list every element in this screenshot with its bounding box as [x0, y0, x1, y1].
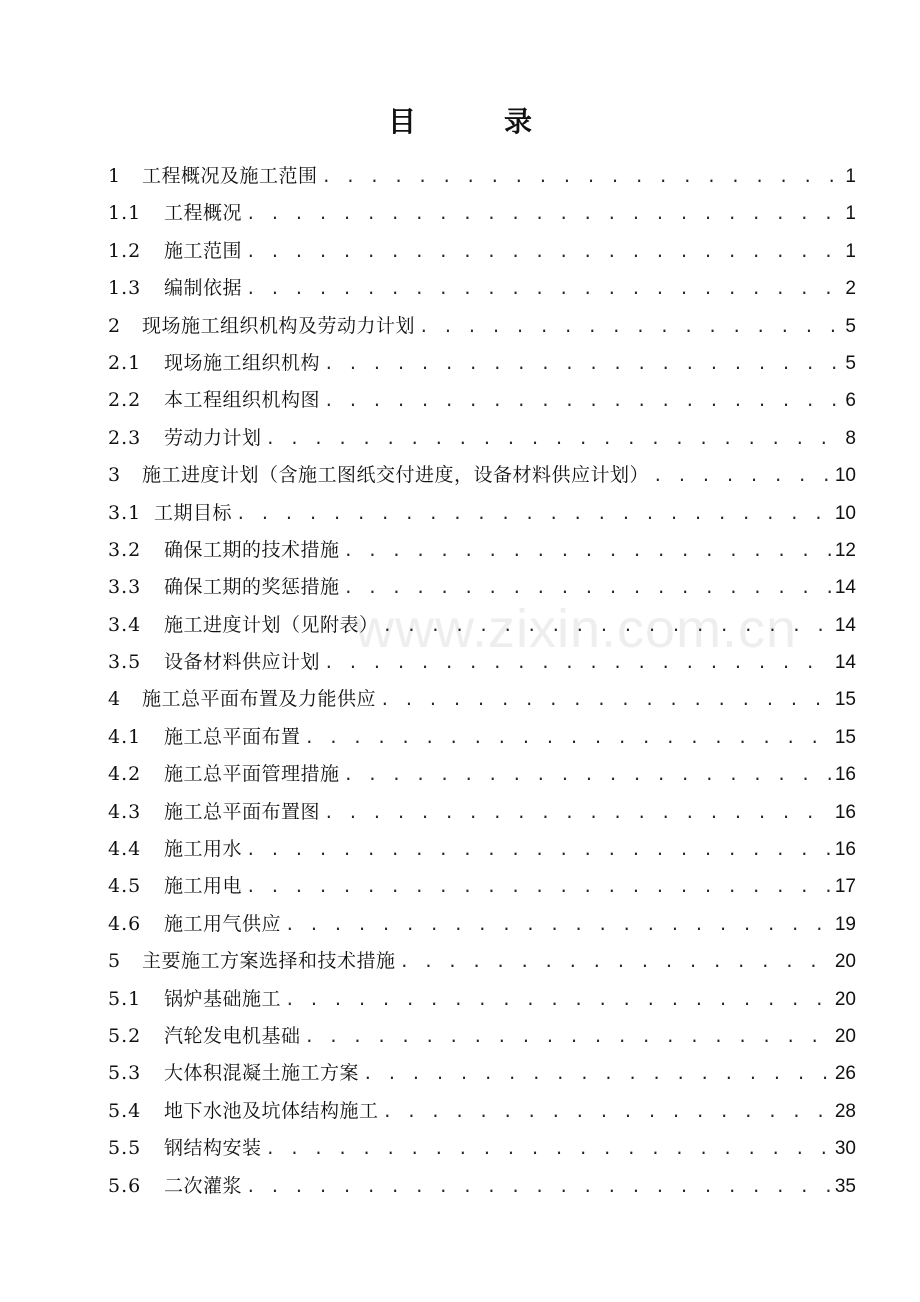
toc-dot-leader: [285, 906, 831, 943]
toc-entry-number: 5.2: [108, 1024, 142, 1047]
toc-entry-number: 5: [108, 950, 122, 973]
toc-entry-page-number: 14: [834, 577, 856, 599]
toc-dot-leader: [383, 1093, 831, 1130]
toc-entry-number: 2: [108, 314, 122, 337]
toc-entry-page-number: 16: [834, 764, 856, 786]
toc-entry[interactable]: [108, 681, 856, 718]
toc-entry[interactable]: [108, 158, 856, 195]
toc-dot-leader: [344, 532, 831, 569]
toc-entry-page-number: 20: [834, 951, 856, 973]
toc-entry-page-number: 2: [845, 278, 856, 300]
toc-entry[interactable]: [108, 233, 856, 270]
toc-entry[interactable]: [108, 532, 856, 569]
toc-entry-number: 4.1: [108, 725, 142, 748]
toc-entry-number: 4.2: [108, 763, 142, 786]
title-char-1: 目: [387, 105, 416, 138]
toc-dot-leader: [324, 794, 831, 831]
toc-entry-title: 编制依据: [164, 277, 243, 300]
toc-entry-page-number: 5: [845, 315, 856, 337]
toc-entry-title: 确保工期的技术措施: [164, 538, 340, 561]
toc-entry-number: 3.4: [108, 613, 142, 636]
toc-entry[interactable]: [108, 495, 856, 532]
toc-entry-title: 施工用电: [164, 875, 243, 898]
toc-entry-page-number: 15: [834, 689, 856, 711]
toc-entry-page-number: 14: [834, 614, 856, 636]
toc-entry-page-number: 16: [834, 839, 856, 861]
toc-entry-page-number: 10: [834, 465, 856, 487]
toc-entry[interactable]: [108, 308, 856, 345]
toc-entry-title: 施工用水: [164, 838, 243, 861]
toc-entry-page-number: 1: [845, 166, 856, 187]
toc-entry-title: 现场施工组织机构及劳动力计划: [142, 314, 416, 337]
toc-dot-leader: [653, 457, 831, 494]
toc-entry-title: 工程概况: [164, 202, 243, 225]
toc-entry[interactable]: [108, 270, 856, 307]
toc-dot-leader: [246, 1168, 831, 1205]
toc-dot-leader: [400, 943, 831, 980]
toc-entry[interactable]: [108, 1055, 856, 1092]
toc-dot-leader: [246, 868, 831, 905]
toc-entry-number: 1.3: [108, 277, 142, 300]
toc-entry-number: 1: [108, 165, 122, 187]
toc-entry-page-number: 1: [845, 240, 856, 262]
toc-entry-title: 工期目标: [154, 501, 233, 524]
toc-entry[interactable]: [108, 1130, 856, 1167]
toc-entry-page-number: 16: [834, 801, 856, 823]
toc-dot-leader: [246, 195, 841, 232]
toc-entry-number: 3: [108, 464, 122, 487]
toc-entry-title: 施工总平面布置图: [164, 800, 321, 823]
toc-entry-page-number: 28: [834, 1100, 856, 1122]
toc-entry-title: 施工进度计划（含施工图纸交付进度，设备材料供应计划）: [142, 464, 650, 487]
toc-entry-page-number: 15: [834, 726, 856, 748]
toc-dot-leader: [344, 756, 831, 793]
toc-entry[interactable]: [108, 607, 856, 644]
toc-dot-leader: [246, 233, 841, 270]
toc-entry[interactable]: [108, 1018, 856, 1055]
toc-dot-leader: [236, 495, 831, 532]
toc-entry[interactable]: [108, 831, 856, 868]
toc-entry-number: 3.1: [108, 501, 142, 524]
toc-dot-leader: [246, 831, 831, 868]
toc-entry-title: 施工进度计划（见附表）: [164, 613, 379, 636]
toc-entry-title: 汽轮发电机基础: [164, 1024, 301, 1047]
toc-entry[interactable]: [108, 382, 856, 419]
toc-entry-title: 施工范围: [164, 239, 243, 262]
page-title: [0, 100, 920, 140]
toc-dot-leader: [380, 681, 831, 718]
toc-entry-number: 5.4: [108, 1099, 142, 1122]
toc-entry-title: 大体积混凝土施工方案: [164, 1062, 360, 1085]
toc-entry-page-number: 6: [845, 390, 856, 412]
toc-entry-page-number: 30: [834, 1138, 856, 1160]
toc-entry-number: 2.3: [108, 426, 142, 449]
toc-dot-leader: [266, 420, 842, 457]
toc-dot-leader: [266, 1130, 831, 1167]
toc-entry[interactable]: [108, 981, 856, 1018]
toc-entry-title: 施工用气供应: [164, 912, 282, 935]
toc-entry-number: 1.2: [108, 239, 142, 262]
toc-dot-leader: [324, 382, 841, 419]
toc-entry-title: 主要施工方案选择和技术措施: [142, 950, 396, 973]
toc-entry-page-number: 12: [834, 539, 856, 561]
toc-entry-title: 施工总平面布置: [164, 725, 301, 748]
toc-dot-leader: [344, 569, 831, 606]
toc-entry-title: 锅炉基础施工: [164, 987, 282, 1010]
toc-entry-number: 3.3: [108, 576, 142, 599]
toc-entry[interactable]: [108, 420, 856, 457]
toc-entry-number: 2.1: [108, 351, 142, 374]
toc-entry-page-number: 26: [834, 1063, 856, 1085]
toc-dot-leader: [324, 644, 831, 681]
toc-entry[interactable]: [108, 457, 856, 494]
toc-entry-title: 劳动力计划: [164, 426, 262, 449]
toc-dot-leader: [322, 158, 842, 195]
toc-dot-leader: [383, 607, 831, 644]
toc-entry-page-number: 20: [834, 988, 856, 1010]
toc-entry-title: 现场施工组织机构: [164, 351, 321, 374]
toc-entry-page-number: 14: [834, 652, 856, 674]
toc-entry[interactable]: [108, 1168, 856, 1205]
toc-entry-number: 5.1: [108, 987, 142, 1010]
toc-entry[interactable]: [108, 1093, 856, 1130]
toc-entry-number: 4.5: [108, 875, 142, 898]
toc-entry-title: 施工总平面布置及力能供应: [142, 688, 377, 711]
toc-entry-number: 2.2: [108, 389, 142, 412]
toc-entry[interactable]: [108, 195, 856, 232]
toc-entry-title: 设备材料供应计划: [164, 651, 321, 674]
toc-entry[interactable]: [108, 906, 856, 943]
toc-entry-number: 4.6: [108, 912, 142, 935]
toc-entry-number: 4: [108, 688, 122, 711]
toc-entry-title: 施工总平面管理措施: [164, 763, 340, 786]
table-of-contents: [108, 158, 856, 1205]
title-char-2: 录: [504, 105, 533, 138]
toc-entry-number: 4.3: [108, 800, 142, 823]
toc-entry[interactable]: [108, 756, 856, 793]
toc-entry[interactable]: [108, 868, 856, 905]
toc-dot-leader: [305, 1018, 831, 1055]
toc-entry-number: 5.6: [108, 1174, 142, 1197]
toc-entry-title: 二次灌浆: [164, 1174, 243, 1197]
toc-entry-title: 钢结构安装: [164, 1137, 262, 1160]
toc-entry-page-number: 5: [845, 352, 856, 374]
toc-entry[interactable]: [108, 569, 856, 606]
toc-entry-page-number: 35: [834, 1175, 856, 1197]
toc-entry-page-number: 10: [834, 502, 856, 524]
toc-entry-title: 确保工期的奖惩措施: [164, 576, 340, 599]
toc-entry[interactable]: [108, 794, 856, 831]
toc-dot-leader: [363, 1055, 831, 1092]
toc-entry-number: 5.3: [108, 1062, 142, 1085]
toc-entry-page-number: 1: [845, 203, 856, 225]
toc-entry-page-number: 20: [834, 1025, 856, 1047]
toc-entry-page-number: 19: [834, 913, 856, 935]
toc-entry-title: 工程概况及施工范围: [142, 165, 318, 187]
toc-entry[interactable]: [108, 345, 856, 382]
toc-entry-number: 3.2: [108, 538, 142, 561]
toc-dot-leader: [419, 308, 841, 345]
watermark: www.zixin.com.cn: [355, 599, 798, 659]
toc-entry[interactable]: [108, 719, 856, 756]
toc-dot-leader: [305, 719, 831, 756]
toc-entry-page-number: 8: [845, 427, 856, 449]
toc-entry-number: 5.5: [108, 1137, 142, 1160]
toc-entry-number: 4.4: [108, 838, 142, 861]
toc-entry-number: 3.5: [108, 651, 142, 674]
toc-dot-leader: [324, 345, 841, 382]
toc-dot-leader: [285, 981, 831, 1018]
toc-entry[interactable]: [108, 644, 856, 681]
toc-entry-title: 本工程组织机构图: [164, 389, 321, 412]
toc-entry-page-number: 17: [834, 876, 856, 898]
toc-entry-number: 1.1: [108, 202, 142, 225]
toc-entry[interactable]: [108, 943, 856, 980]
toc-dot-leader: [246, 270, 841, 307]
toc-entry-title: 地下水池及坑体结构施工: [164, 1099, 379, 1122]
